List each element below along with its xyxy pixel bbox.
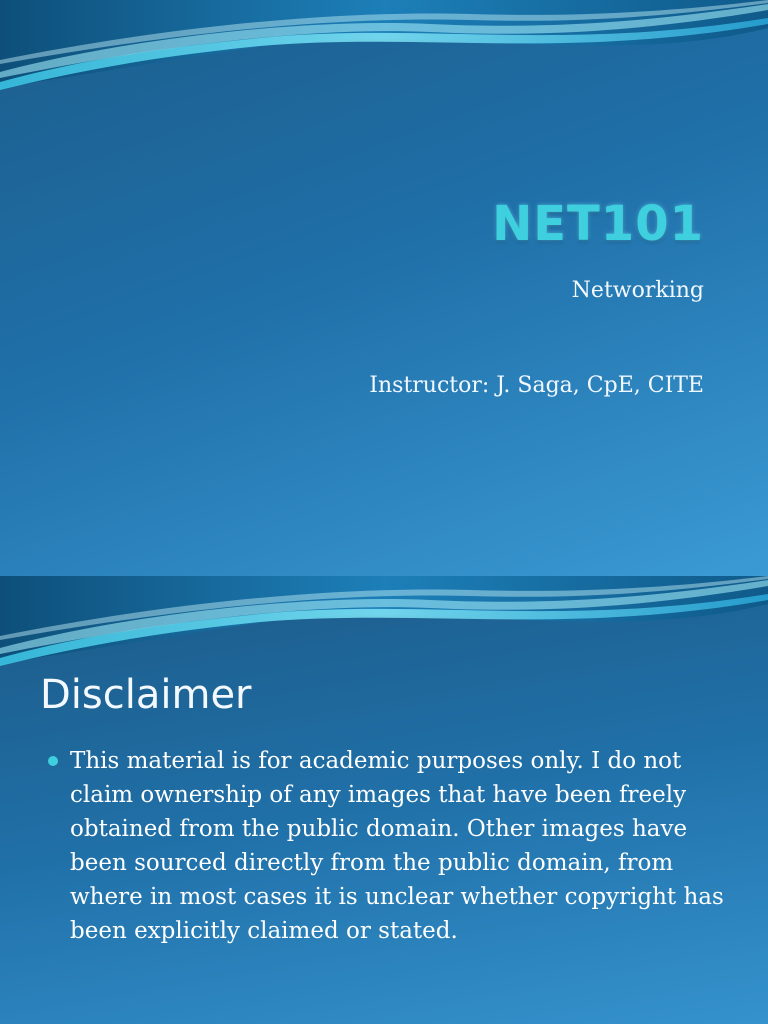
slide-title: NET101 [492,196,704,252]
instructor-line: Instructor: J. Saga, CpE, CITE [369,373,704,398]
wave-header-decoration [0,576,768,676]
bullet-list [48,744,738,948]
disclaimer-slide [0,576,768,1024]
course-subtitle: Networking [571,278,704,303]
disclaimer-heading: Disclaimer [40,672,252,718]
bullet-dot-icon [48,756,58,766]
wave-header-decoration [0,0,768,100]
bullet-text: This material is for academic purposes only. I do not claim ownership of any images that have been freely obtained from the public domain. Other images have been sourced directly from the public domain, from where in most cases it is unclear whether copyright has been explicitly claimed or stated. [70,748,724,944]
list-item [48,744,738,948]
